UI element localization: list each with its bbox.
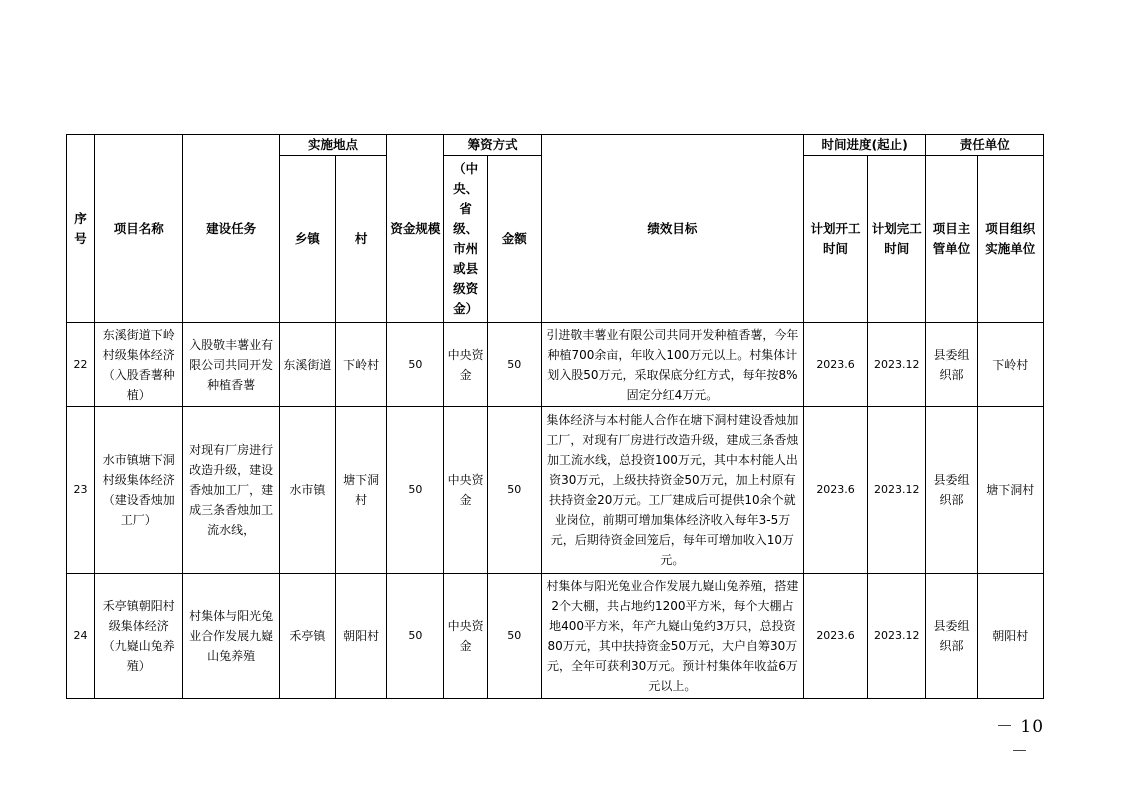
cell-town: 水市镇 — [279, 407, 335, 574]
cell-fund-scale: 50 — [387, 574, 444, 699]
cell-village: 塘下洞村 — [336, 407, 387, 574]
header-schedule: 时间进度(起止) — [803, 135, 925, 156]
cell-construction-task: 对现有厂房进行改造升级，建设香烛加工厂，建成三条香烛加工流水线， — [183, 407, 279, 574]
cell-village: 下岭村 — [336, 323, 387, 407]
cell-amount: 50 — [487, 574, 541, 699]
cell-fund-source: 中央资金 — [444, 323, 487, 407]
cell-start-time: 2023.6 — [803, 407, 867, 574]
header-town: 乡镇 — [279, 156, 335, 323]
cell-performance-goal: 引进敬丰薯业有限公司共同开发种植香薯，今年种植700余亩，年收入100万元以上。村集体计划入股50万元，采取保底分红方式，每年按8%固定分红4万元。 — [541, 323, 803, 407]
header-amount: 金额 — [487, 156, 541, 323]
header-construction-task: 建设任务 — [183, 135, 279, 323]
cell-construction-task: 入股敬丰薯业有限公司共同开发种植香薯 — [183, 323, 279, 407]
header-managing-unit: 项目主管单位 — [926, 156, 977, 323]
cell-construction-task: 村集体与阳光兔业合作发展九嶷山兔养殖 — [183, 574, 279, 699]
cell-managing-unit: 县委组织部 — [926, 323, 977, 407]
cell-town: 东溪街道 — [279, 323, 335, 407]
cell-seq: 22 — [67, 323, 95, 407]
header-seq: 序号 — [67, 135, 95, 323]
project-table — [66, 134, 1044, 699]
cell-implementing-unit: 朝阳村 — [977, 574, 1043, 699]
header-row-1 — [67, 135, 1044, 156]
cell-fund-source: 中央资金 — [444, 574, 487, 699]
header-fund-source: （中央、省级、市州或县级资金） — [444, 156, 487, 323]
cell-town: 禾亭镇 — [279, 574, 335, 699]
cell-fund-scale: 50 — [387, 407, 444, 574]
cell-project-name: 东溪街道下岭村级集体经济（入股香薯种植） — [95, 323, 183, 407]
table-row — [67, 574, 1044, 699]
cell-implementing-unit: 下岭村 — [977, 323, 1043, 407]
header-funding-method: 筹资方式 — [444, 135, 541, 156]
cell-managing-unit: 县委组织部 — [926, 574, 977, 699]
cell-end-time: 2023.12 — [868, 323, 926, 407]
cell-project-name: 禾亭镇朝阳村级集体经济（九嶷山兔养殖） — [95, 574, 183, 699]
cell-performance-goal: 村集体与阳光兔业合作发展九嶷山兔养殖，搭建2个大棚，共占地约1200平方米，每个大棚占地400平方米，年产九嶷山兔约3万只，总投资80万元，其中扶持资金50万元，大户自筹30万元，全年可获利30万元。预计村集体年收益6万元以上。 — [541, 574, 803, 699]
cell-start-time: 2023.6 — [803, 323, 867, 407]
header-implementing-unit: 项目组织实施单位 — [977, 156, 1043, 323]
cell-seq: 23 — [67, 407, 95, 574]
cell-village: 朝阳村 — [336, 574, 387, 699]
cell-implementing-unit: 塘下洞村 — [977, 407, 1043, 574]
header-project-name: 项目名称 — [95, 135, 183, 323]
cell-fund-source: 中央资金 — [444, 407, 487, 574]
table-row — [67, 407, 1044, 574]
cell-end-time: 2023.12 — [868, 407, 926, 574]
cell-amount: 50 — [487, 323, 541, 407]
header-start-time: 计划开工时间 — [803, 156, 867, 323]
cell-performance-goal: 集体经济与本村能人合作在塘下洞村建设香烛加工厂，对现有厂房进行改造升级，建成三条香烛加工流水线，总投资100万元，其中本村能人出资30万元，上级扶持资金50万元，加上村原有扶持资金20万元。工厂建成后可提供10余个就业岗位，前期可增加集体经济收入每年3-5万元，后期待资金回笼后，每年可增加收入10万元。 — [541, 407, 803, 574]
page-number: － 10 － — [995, 717, 1045, 762]
cell-managing-unit: 县委组织部 — [926, 407, 977, 574]
header-performance-goal: 绩效目标 — [541, 135, 803, 323]
cell-amount: 50 — [487, 407, 541, 574]
header-village: 村 — [336, 156, 387, 323]
header-end-time: 计划完工时间 — [868, 156, 926, 323]
cell-end-time: 2023.12 — [868, 574, 926, 699]
header-fund-scale: 资金规模 — [387, 135, 444, 323]
header-location: 实施地点 — [279, 135, 386, 156]
cell-fund-scale: 50 — [387, 323, 444, 407]
cell-start-time: 2023.6 — [803, 574, 867, 699]
header-responsibility: 责任单位 — [926, 135, 1044, 156]
cell-seq: 24 — [67, 574, 95, 699]
cell-project-name: 水市镇塘下洞村级集体经济（建设香烛加工厂） — [95, 407, 183, 574]
table-row — [67, 323, 1044, 407]
